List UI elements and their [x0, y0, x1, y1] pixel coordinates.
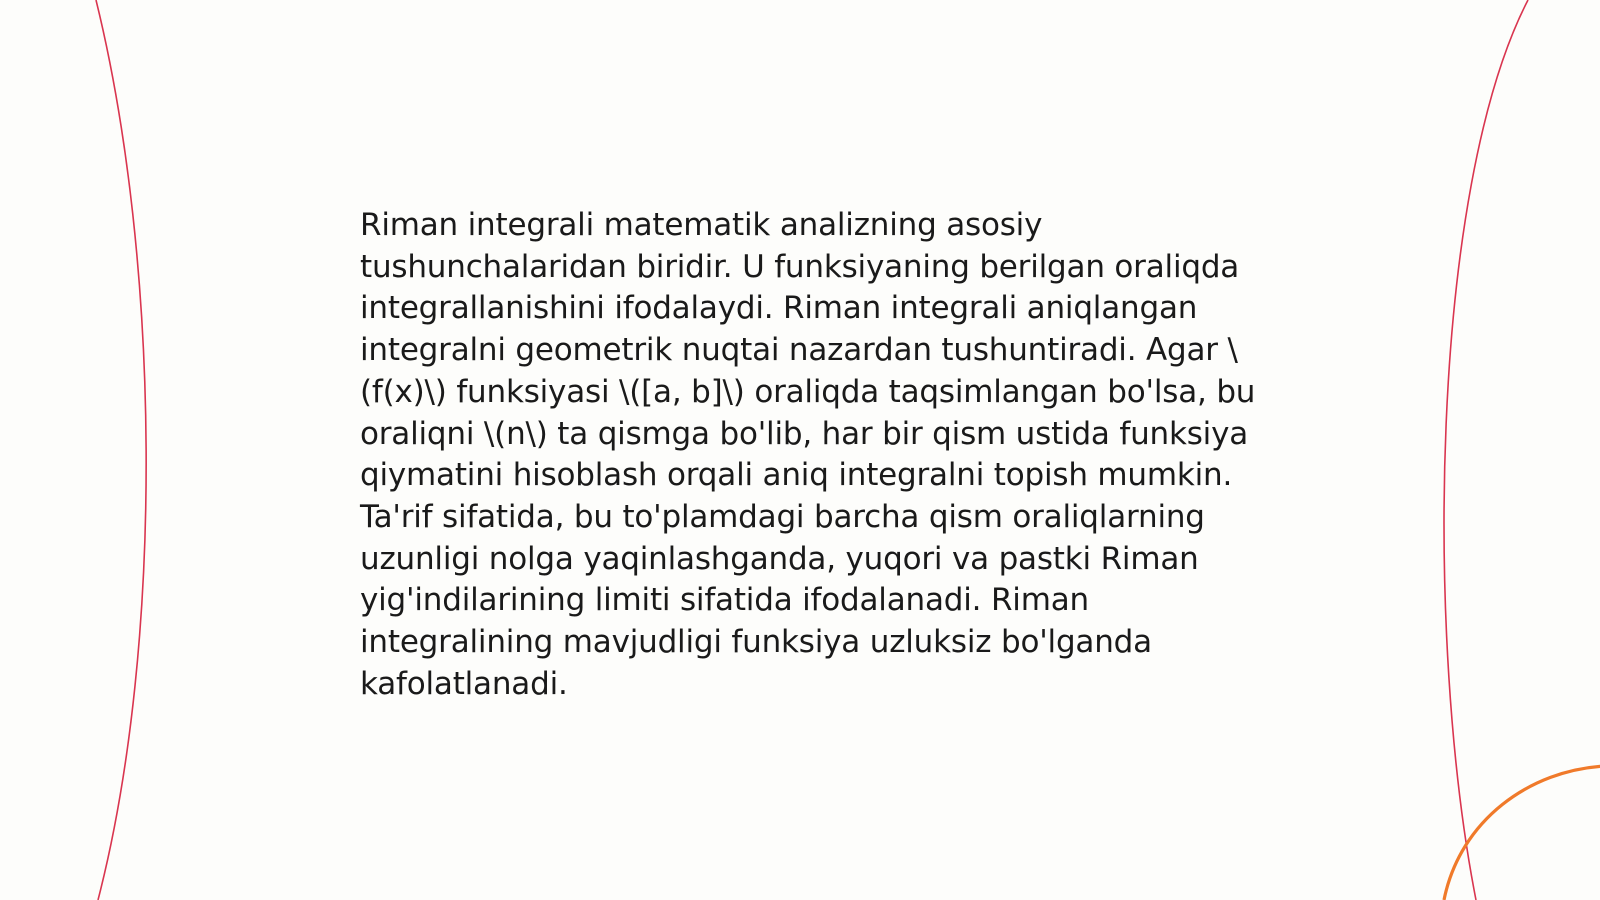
slide-body-text: Riman integrali matematik analizning asosiy tushunchalaridan biridir. U funksiyaning berilgan oraliqda integrallanishini ifodalaydi. Riman integrali aniqlangan integralni geometrik nuqtai nazardan tushuntiradi. Agar \(f(x)\) funksiyasi \([a, b]\) oraliqda taqsimlangan bo'lsa, bu oraliqni \(n\) ta qismga bo'lib, har bir qism ustida funksiya qiymatini hisoblash orqali aniq integralni topish mumkin. Ta'rif sifatida, bu to'plamdagi barcha qism oraliqlarning uzunligi nolga yaqinlashganda, yuqori va pastki Riman yig'indilarining limiti sifatida ifodalanadi. Riman integralining mavjudligi funksiya uzluksiz bo'lganda kafolatlanadi.: [360, 207, 1256, 702]
orange-arc-decoration: [1444, 766, 1600, 900]
left-curve-decoration: [96, 0, 146, 900]
right-curve-decoration: [1444, 0, 1528, 900]
